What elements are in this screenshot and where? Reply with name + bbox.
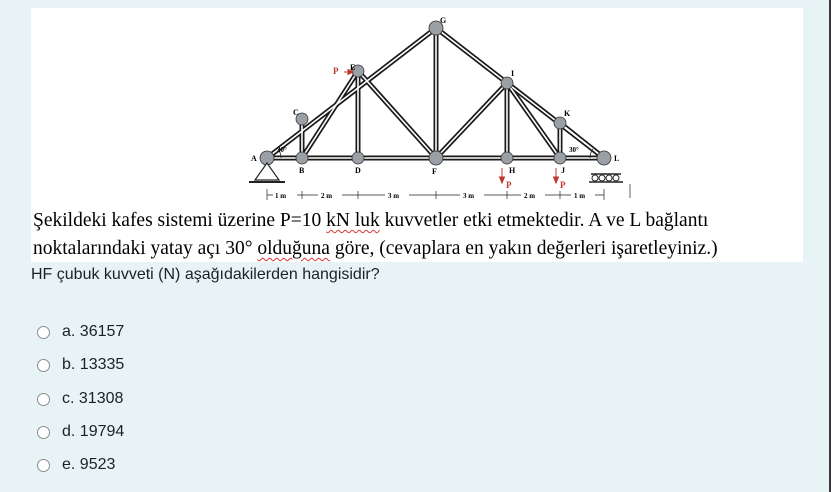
radio-button-b[interactable]	[37, 359, 50, 372]
answer-option-d[interactable]	[37, 420, 124, 444]
node-label-g: G	[440, 16, 447, 25]
load-arrows	[344, 70, 559, 184]
radio-button-c[interactable]	[37, 393, 50, 406]
dimension-label-1: 1 m	[275, 192, 287, 200]
radio-button-e[interactable]	[37, 459, 50, 472]
node-label-d: D	[355, 166, 361, 175]
angle-label-right: 30°	[569, 146, 579, 154]
question-prompt: HF çubuk kuvveti (N) aşağıdakilerden hangisidir?	[31, 266, 380, 283]
node-label-e: E	[350, 63, 356, 72]
problem-text-line-1: Şekildeki kafes sistemi üzerine P=10 kN luk kuvvetler etki etmektedir. A ve L bağlantı	[33, 210, 709, 231]
answer-label-b: b. 13335	[62, 356, 125, 373]
node-label-c: C	[293, 108, 299, 117]
angle-label-left: 30°	[277, 146, 287, 154]
node-label-f: F	[432, 167, 437, 176]
dimension-label-2: 2 m	[321, 192, 333, 200]
node-label-l: L	[614, 154, 620, 163]
answer-label-c: c. 31308	[62, 390, 124, 407]
node-label-h: H	[509, 166, 516, 175]
load-label-j: P	[560, 180, 566, 190]
dimension-label-6: 1 m	[574, 192, 586, 200]
dimension-label-5: 2 m	[524, 192, 536, 200]
radio-button-d[interactable]	[37, 426, 50, 439]
load-label-h: P	[506, 180, 512, 190]
node-label-j: J	[561, 166, 565, 175]
dimension-label-3: 3 m	[388, 192, 400, 200]
roller-support-l	[589, 174, 623, 182]
truss-diagram	[31, 8, 803, 208]
spellcheck-word: olduğuna	[257, 238, 330, 259]
node-label-b: B	[299, 166, 305, 175]
problem-text-line-2: noktalarındaki yatay açı 30° olduğuna göre, (cevaplara en yakın değerleri işaretleyiniz.)	[33, 238, 718, 259]
node-label-k: K	[564, 109, 571, 118]
spellcheck-word: kN luk	[326, 210, 380, 231]
dimension-label-4: 3 m	[463, 192, 475, 200]
load-label-e: P	[333, 66, 339, 76]
node-label-i: I	[511, 69, 515, 78]
answer-label-a: a. 36157	[62, 323, 125, 340]
node-label-a: A	[251, 154, 257, 163]
pin-support-a	[249, 163, 285, 182]
truss-members-inner	[267, 28, 604, 158]
answer-label-e: e. 9523	[62, 456, 116, 473]
answer-label-d: d. 19794	[62, 423, 125, 440]
answer-option-a[interactable]	[37, 320, 124, 344]
radio-button-a[interactable]	[37, 326, 50, 339]
answer-option-b[interactable]	[37, 353, 124, 377]
answer-option-c[interactable]	[37, 387, 123, 411]
question-image	[31, 8, 803, 262]
answer-option-e[interactable]	[37, 453, 115, 477]
